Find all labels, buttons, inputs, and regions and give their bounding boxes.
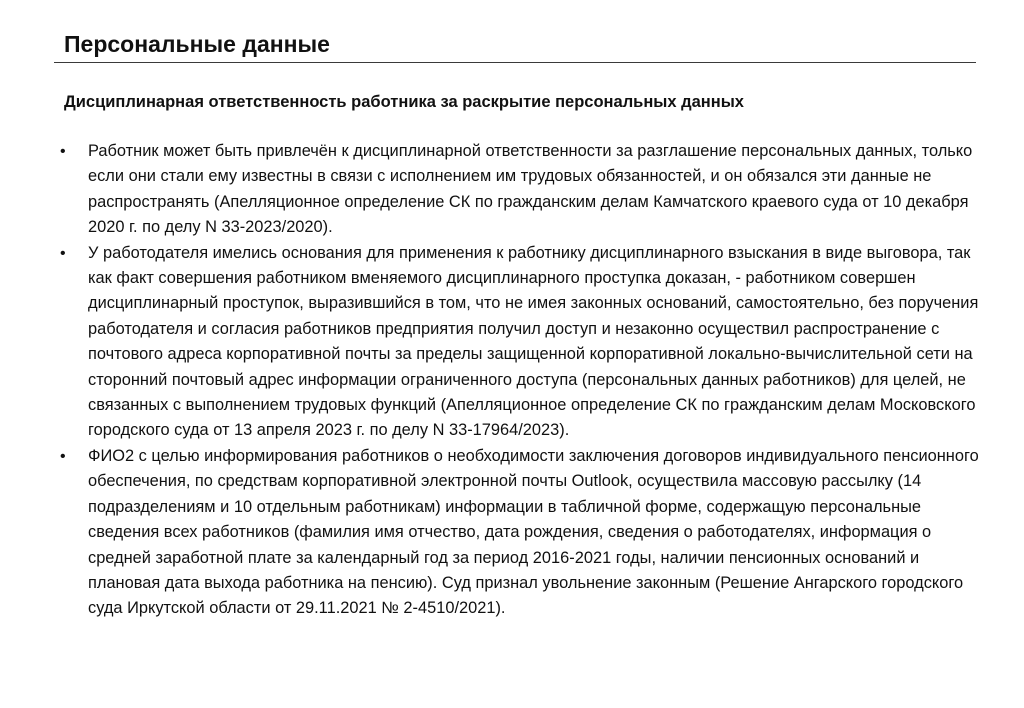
bullet-text: ФИО2 с целью информирования работников о необходимости заключения договоров индивидуального пенсионного обеспечения, по средствам корпоративной электронной почты Outlook, осуществила массовую рассылку (14 подразделениям и 10 отдельным работникам) информации в табличной форме, содержащую персональные сведения всех работников (фамилия имя отчество, дата рождения, сведения о работодателях, информация о средней заработной плате за календарный год за период 2016-2021 годы, наличии пенсионных оснований и плановая дата выхода работника на пенсию). Суд признал увольнение законным (Решение Ангарского городского суда Иркутской области от 29.11.2021 № 2-4510/2021). bbox=[88, 446, 979, 618]
title-divider bbox=[54, 62, 976, 63]
bullet-item bbox=[60, 139, 994, 241]
bullet-item bbox=[60, 241, 994, 444]
section-heading: Дисциплинарная ответственность работника за раскрытие персональных данных bbox=[64, 93, 744, 111]
bullet-marker-icon: • bbox=[60, 143, 66, 160]
bullet-marker-icon: • bbox=[60, 244, 66, 262]
bullet-marker-icon: • bbox=[60, 447, 66, 465]
bullet-list bbox=[60, 139, 994, 622]
bullet-item bbox=[60, 444, 994, 622]
page-title: Персональные данные bbox=[64, 31, 330, 57]
bullet-text: У работодателя имелись основания для применения к работнику дисциплинарного взыскания в виде выговора, так как факт совершения работником вменяемого дисциплинарного проступка доказан, - работником совершен дисциплинарный проступок, выразившийся в том, что не имея законных оснований, самостоятельно, без поручения работодателя и согласия работников предприятия получил доступ и незаконно осуществил распространение с почтового адреса корпоративной почты за пределы защищенной корпоративной локально-вычислительной сети на сторонний почтовый адрес информации ограниченного доступа (персональных данных работников) для целей, не связанных с выполнением трудовых функций (Апелляционное определение СК по гражданским делам Московского городского суда от 13 апреля 2023 г. по делу N 33-17964/2023). bbox=[88, 243, 979, 440]
bullet-text: Работник может быть привлечён к дисциплинарной ответственности за разглашение персональных данных, только если они стали ему известны в связи с исполнением им трудовых обязанностей, и он обязался эти данные не распространять (Апелляционное определение СК по гражданским делам Камчатского краевого суда от 10 декабря 2020 г. по делу N 33-2023/2020). bbox=[88, 142, 973, 237]
